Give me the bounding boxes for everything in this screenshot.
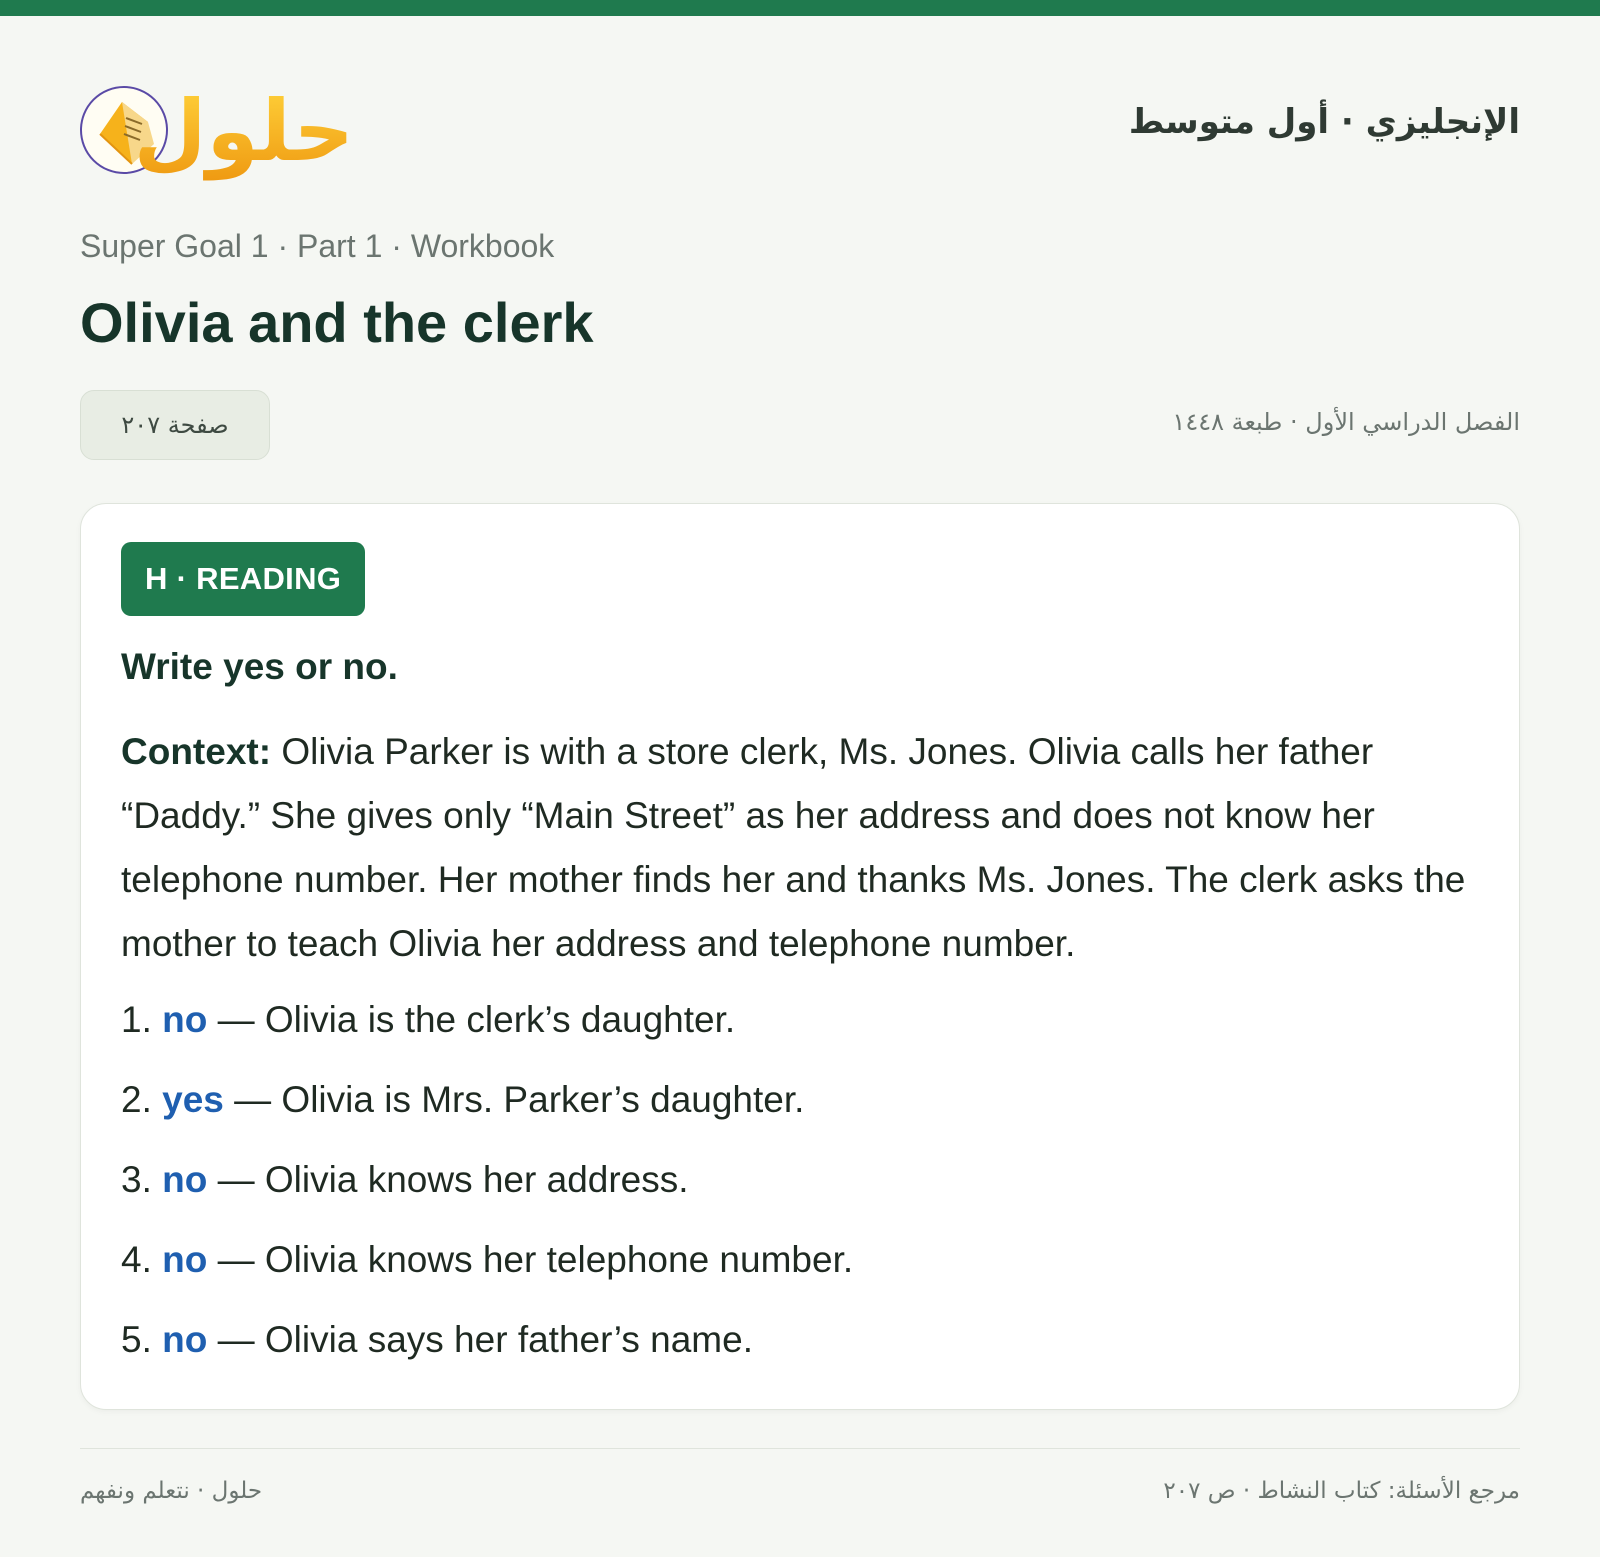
item-statement: — Olivia knows her address. xyxy=(207,1159,689,1200)
item-number: 1. xyxy=(121,999,152,1040)
section-tag: H · READING xyxy=(121,542,365,616)
list-item xyxy=(121,1152,1481,1232)
answer-list xyxy=(121,992,1481,1392)
exercise-card xyxy=(80,503,1520,1410)
list-item xyxy=(121,1072,1481,1152)
item-answer: yes xyxy=(162,1079,224,1120)
footer-tagline: حلول · نتعلم ونفهم xyxy=(80,1478,263,1504)
top-accent-bar xyxy=(0,0,1600,16)
list-item xyxy=(121,1232,1481,1312)
context-text: Olivia Parker is with a store clerk, Ms. Jones. Olivia calls her father “Daddy.” She gives only “Main Street” as her address and does not know her telephone number. Her mother finds her and thanks Ms. Jones. The clerk asks the mother to teach Olivia her address and telephone number. xyxy=(121,731,1466,964)
footer-divider xyxy=(80,1448,1520,1449)
item-answer: no xyxy=(162,1239,208,1280)
exercise-instruction: Write yes or no. xyxy=(121,646,398,687)
page-title: Olivia and the clerk xyxy=(80,291,594,354)
list-item xyxy=(121,1312,1481,1392)
item-number: 4. xyxy=(121,1239,152,1280)
item-number: 2. xyxy=(121,1079,152,1120)
breadcrumb: Super Goal 1 · Part 1 · Workbook xyxy=(80,228,555,264)
footer-reference: مرجع الأسئلة: كتاب النشاط · ص ٢٠٧ xyxy=(1163,1478,1520,1504)
item-answer: no xyxy=(162,1159,208,1200)
list-item xyxy=(121,992,1481,1072)
site-logo[interactable] xyxy=(80,82,360,180)
logo-wordmark xyxy=(133,76,356,180)
item-number: 5. xyxy=(121,1319,152,1360)
header xyxy=(80,66,1520,178)
item-number: 3. xyxy=(121,1159,152,1200)
page-number-badge: صفحة ٢٠٧ xyxy=(80,390,270,460)
subject-title: الإنجليزي · أول متوسط xyxy=(1128,102,1520,142)
term-edition-info: الفصل الدراسي الأول · طبعة ١٤٤٨ xyxy=(1172,408,1520,436)
svg-text:حلول: حلول xyxy=(133,82,354,180)
item-answer: no xyxy=(162,1319,208,1360)
item-statement: — Olivia knows her telephone number. xyxy=(207,1239,854,1280)
context-label: Context: xyxy=(121,731,272,772)
item-statement: — Olivia says her father’s name. xyxy=(207,1319,753,1360)
context-paragraph xyxy=(121,720,1481,976)
item-statement: — Olivia is Mrs. Parker’s daughter. xyxy=(223,1079,805,1120)
item-answer: no xyxy=(162,999,208,1040)
item-statement: — Olivia is the clerk’s daughter. xyxy=(207,999,736,1040)
